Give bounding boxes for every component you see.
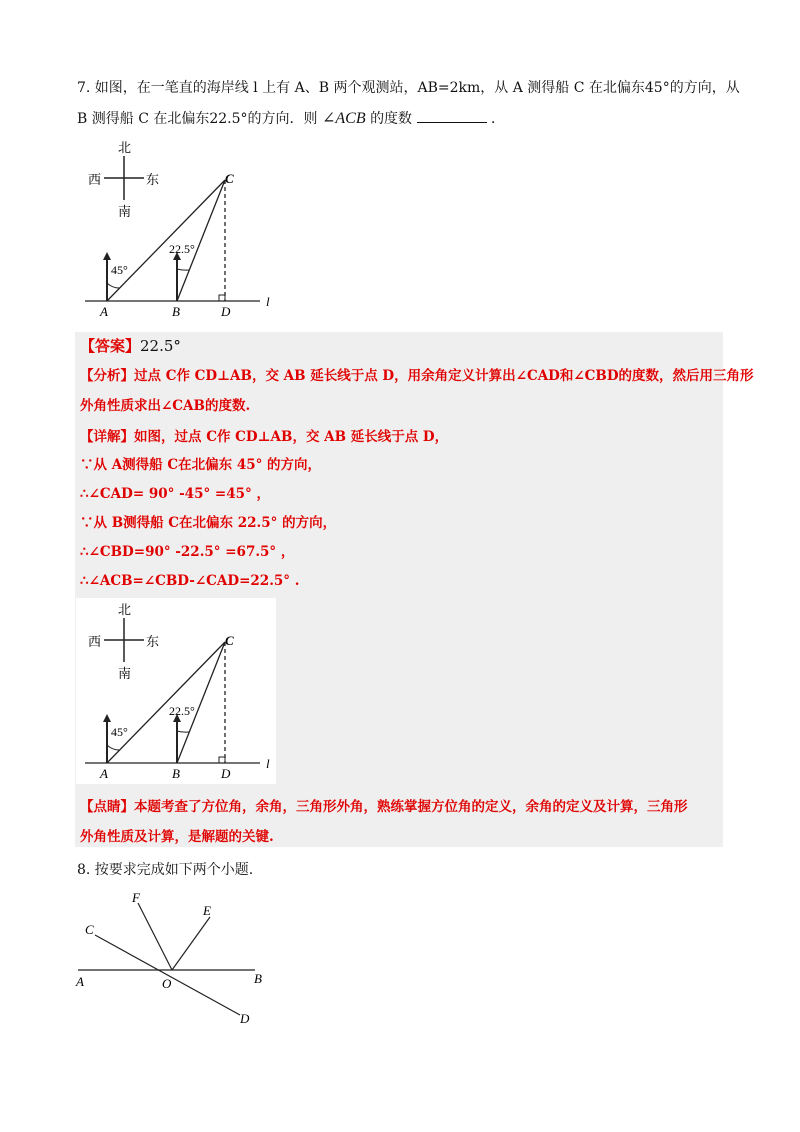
figure-1 xyxy=(80,138,280,320)
label-d: D xyxy=(240,1011,250,1026)
q7-line-1: 7. 如图，在一笔直的海岸线 l 上有 A、B 两个观测站，AB=2km，从 A 测得船 C 在北偏东45°的方向，从 xyxy=(77,80,740,96)
comment-text-1: 本题考查了方位角，余角，三角形外角，熟练掌握方位角的定义，余角的定义及计算，三角形 xyxy=(134,799,688,815)
point-b: B xyxy=(172,304,180,319)
compass-north-2: 北 xyxy=(118,602,132,617)
q7-line-2 xyxy=(77,108,505,129)
compass-east-2: 东 xyxy=(146,634,160,649)
compass-north: 北 xyxy=(118,140,132,155)
detail-line-1 xyxy=(80,427,448,447)
detail-line-2: ∵从 A测得船 C在北偏东 45° 的方向， xyxy=(80,457,322,473)
point-c: C xyxy=(225,171,234,186)
comment-line-1 xyxy=(80,797,688,817)
angle-a-label: 45° xyxy=(111,263,128,277)
detail-text-1: 如图，过点 C作 CD⊥AB，交 AB 延长线于点 D， xyxy=(134,429,449,445)
compass-west-2: 西 xyxy=(88,634,102,649)
analysis-line-1 xyxy=(80,366,754,386)
point-a: A xyxy=(100,304,108,319)
figure-3 xyxy=(70,885,280,1030)
point-a-2: A xyxy=(100,766,108,781)
compass-west: 西 xyxy=(88,172,102,187)
label-c: C xyxy=(85,922,94,937)
point-c-2: C xyxy=(225,633,234,648)
label-e: E xyxy=(203,903,211,918)
line-l: l xyxy=(266,294,270,309)
detail-label: 【详解】 xyxy=(80,429,134,445)
detail-line-5: ∴∠CBD=90° -22.5° =67.5° ， xyxy=(80,544,295,560)
line-l-2: l xyxy=(266,756,270,771)
detail-line-4: ∵从 B测得船 C在北偏东 22.5° 的方向， xyxy=(80,515,337,531)
q8-text: 8. 按要求完成如下两个小题. xyxy=(77,862,254,878)
point-d: D xyxy=(221,304,231,319)
point-d-2: D xyxy=(221,766,231,781)
answer-blank xyxy=(417,108,487,123)
angle-b-label: 22.5° xyxy=(169,242,195,256)
analysis-line-2: 外角性质求出∠CAB的度数. xyxy=(80,398,251,414)
q7-line-2-end: ． xyxy=(490,111,505,127)
comment-label: 【点睛】 xyxy=(80,799,134,815)
comment-line-2: 外角性质及计算，是解题的关键. xyxy=(80,829,274,845)
compass-south-2: 南 xyxy=(118,666,132,681)
q7-angle-acb: ∠ACB xyxy=(321,110,366,127)
label-a: A xyxy=(76,974,84,989)
detail-line-3: ∴∠CAD= 90° -45° =45° ， xyxy=(80,486,270,502)
point-b-2: B xyxy=(172,766,180,781)
answer-line xyxy=(80,336,181,356)
q7-line-2-text: B 测得船 C 在北偏东22.5°的方向．则 xyxy=(77,111,318,127)
angle-b-label-2: 22.5° xyxy=(169,704,195,718)
q7-line-2-suffix: 的度数 xyxy=(370,111,413,127)
answer-label: 【答案】 xyxy=(80,337,141,355)
analysis-label: 【分析】 xyxy=(80,368,134,384)
answer-value: 22.5° xyxy=(140,337,181,355)
analysis-text-1: 过点 C作 CD⊥AB，交 AB 延长线于点 D，用余角定义计算出∠CAD和∠CBD的度数，然后用三角形 xyxy=(134,368,754,384)
label-b: B xyxy=(254,971,262,986)
compass-east: 东 xyxy=(146,172,160,187)
compass-south: 南 xyxy=(118,204,132,219)
label-o: O xyxy=(162,976,172,991)
label-f: F xyxy=(132,890,140,905)
angle-a-label-2: 45° xyxy=(111,725,128,739)
figure-2 xyxy=(80,600,280,782)
detail-line-6: ∴∠ACB=∠CBD-∠CAD=22.5° . xyxy=(80,573,300,589)
